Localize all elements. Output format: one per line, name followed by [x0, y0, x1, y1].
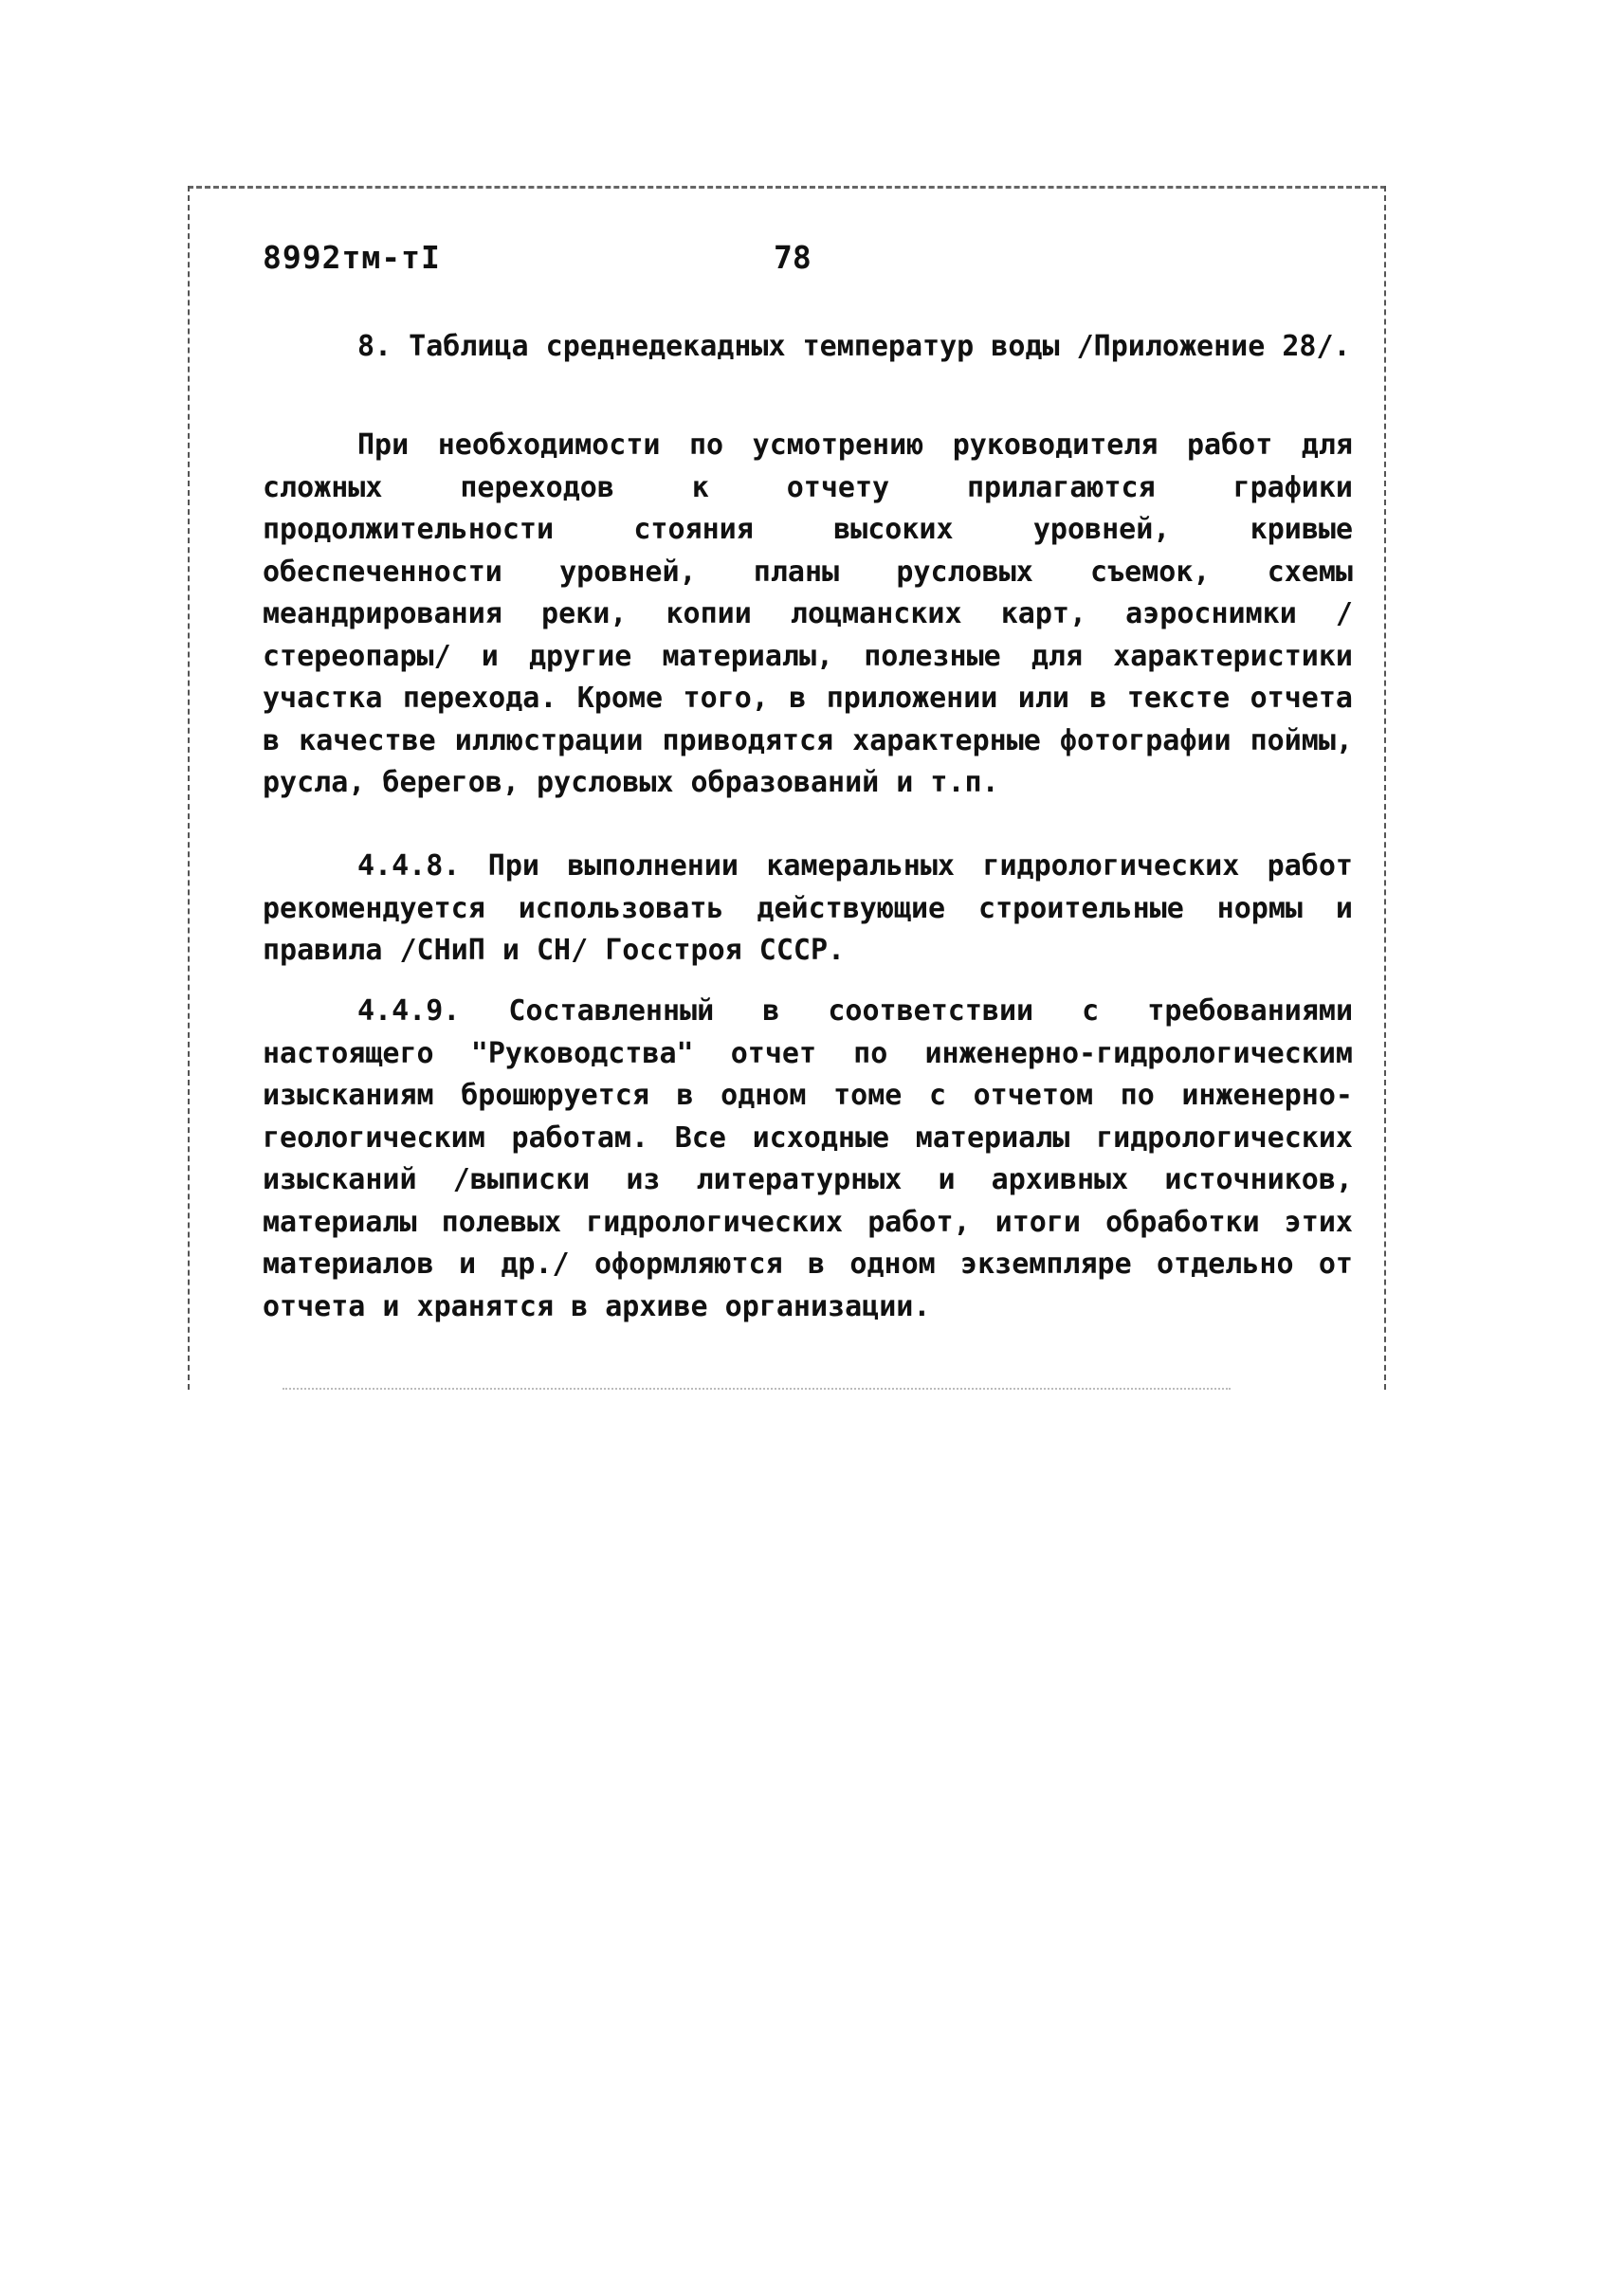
- paragraph-attachments: [263, 425, 1353, 805]
- frame-right-border: [1384, 186, 1386, 1390]
- document-code: 8992тм-тI: [263, 239, 441, 276]
- paragraph-4-4-8: [263, 846, 1353, 973]
- list-item-8-text: 8. Таблица среднедекадных температур воды /Приложение 28/.: [357, 330, 1351, 363]
- page-number: 78: [774, 239, 812, 276]
- paragraph-4-4-8-text: 4.4.8. При выполнении камеральных гидрологических работ рекомендуется использовать действующие строительные нормы и правила /СНиП и СН/ Госстроя СССР.: [263, 849, 1353, 967]
- paragraph-attachments-text: При необходимости по усмотрению руководителя работ для сложных переходов к отчету прилагаются графики продолжительности стояния высоких уровней, кривые обеспеченности уровней, планы русловых съемок, схемы меандрирования реки, копии лоцманских карт, аэроснимки /стереопары/ и другие материалы, полезные для характеристики участка перехода. Кроме того, в приложении или в тексте отчета в качестве иллюстрации приводятся характерные фотографии поймы, русла, берегов, русловых образований и т.п.: [263, 428, 1353, 799]
- frame-bottom-border: [283, 1388, 1231, 1390]
- frame-top-border: [188, 186, 1386, 189]
- paragraph-4-4-9: [263, 991, 1353, 1328]
- list-item-8: [263, 326, 1353, 369]
- frame-left-border: [188, 186, 190, 1390]
- paragraph-4-4-9-text: 4.4.9. Составленный в соответствии с требованиями настоящего "Руководства" отчет по инженерно-гидрологическим изысканиям брошюруется в одном томе с отчетом по инженерно-геологическим работам. Все исходные материалы гидрологических изысканий /выписки из литературных и архивных источников, материалы полевых гидрологических работ, итоги обработки этих материалов и др./ оформляются в одном экземпляре отдельно от отчета и хранятся в архиве организации.: [263, 994, 1353, 1323]
